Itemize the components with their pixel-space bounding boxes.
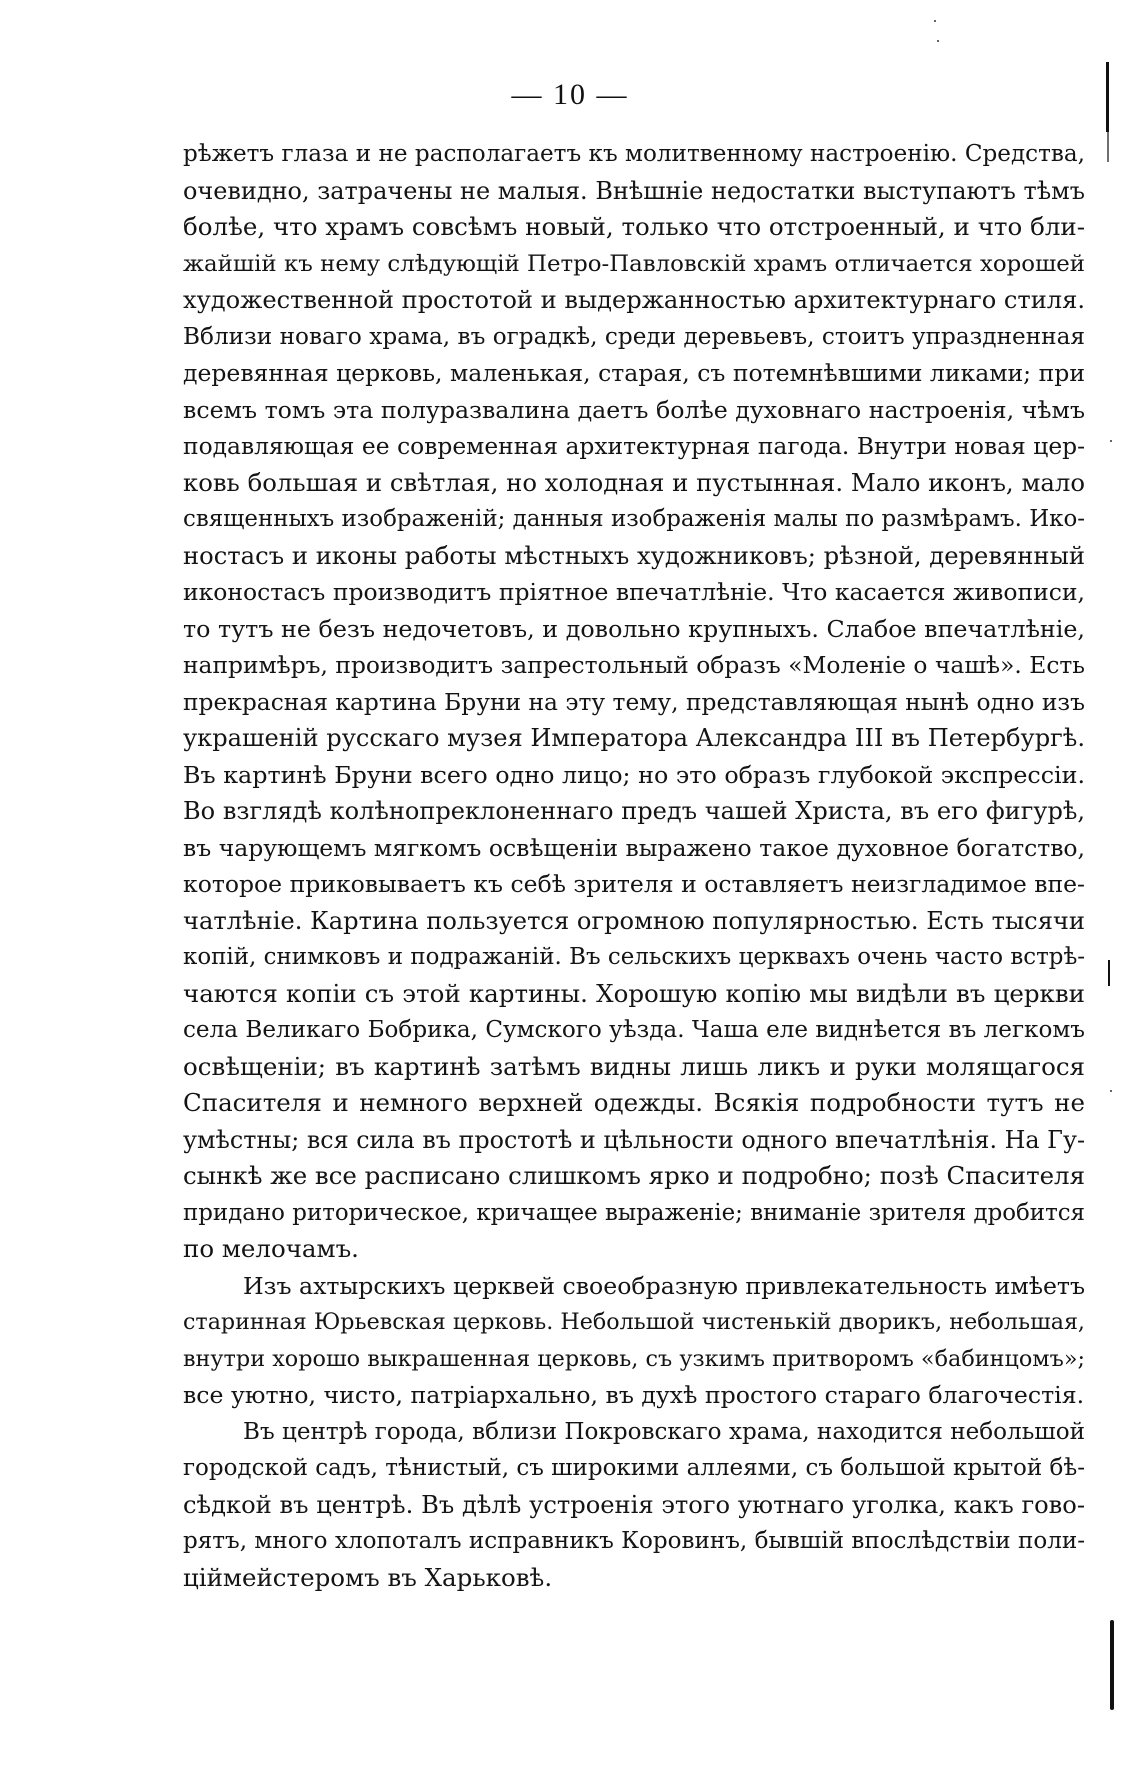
text-line: умѣстны; вся сила въ простотѣ и цѣльности одного впечатлѣнія. На Гу- [183,1125,1085,1154]
text-line: внутри хорошо выкрашенная церковь, съ узкимъ притворомъ «бабинцомъ»; [183,1345,1085,1372]
text-line: жайшій къ нему слѣдующій Петро-Павловскій храмъ отличается хорошей [183,250,1085,277]
text-line: рятъ, много хлопоталъ исправникъ Коровинъ, бывшій впослѣдствіи поли- [183,1528,1085,1554]
text-line: прекрасная картина Бруни на эту тему, представляющая нынѣ одно изъ [183,687,1085,716]
text-line: Изъ ахтырскихъ церквей своеобразную привлекательность имѣетъ [243,1271,1085,1300]
text-line: все уютно, чисто, патріархально, въ духѣ простого стараго благочестія. [183,1381,1085,1409]
paragraph [183,1268,1085,1414]
scan-dust [934,20,936,22]
text-line: чаются копіи съ этой картины. Хорошую копію мы видѣли въ церкви [183,978,1085,1008]
text-line: священныхъ изображеній; данныя изображенія малы по размѣрамъ. Ико- [183,506,1085,532]
text-line: сѣдкой въ центрѣ. Въ дѣлѣ устроенія этого уютнаго уголка, какъ гово- [183,1490,1085,1519]
text-line: иконостасъ производитъ пріятное впечатлѣніе. Что касается живописи, [183,578,1085,606]
scan-edge-mark [1108,960,1110,986]
scan-edge-mark [1106,62,1109,132]
scan-dust [1110,440,1112,442]
text-line: украшеній русскаго музея Императора Александра III въ Петербургѣ. [183,724,1085,752]
text-line: копій, снимковъ и подражаній. Въ сельскихъ церквахъ очень часто встрѣ- [183,944,1085,970]
scan-dust [1110,1090,1112,1092]
scan-edge-mark [1110,1620,1114,1710]
text-line: Во взглядѣ колѣнопреклоненнаго предъ чашей Христа, въ его фигурѣ, [183,797,1085,825]
text-line: художественной простотой и выдержанностью архитектурнаго стиля. [183,286,1085,314]
page-number: — 10 — [511,78,629,111]
text-line: напримѣръ, производитъ запрестольный образъ «Моленіе о чашѣ». Есть [183,651,1085,679]
text-line: освѣщеніи; въ картинѣ затѣмъ видны лишь ликъ и руки молящагося [183,1051,1085,1081]
text-line: Спасителя и немного верхней одежды. Всякія подробности тутъ не [183,1088,1085,1117]
scan-edge-mark [1107,132,1109,162]
text-line: чатлѣніе. Картина пользуется огромною популярностью. Есть тысячи [183,906,1085,935]
text-line: въ чарующемъ мягкомъ освѣщеніи выражено такое духовное богатство, [183,833,1085,862]
text-line: Въ центрѣ города, вблизи Покровскаго храма, находится небольшой [243,1418,1085,1445]
text-line: ціймейстеромъ въ Харьковѣ. [183,1562,553,1592]
paragraph [183,136,1085,1268]
text-line: по мелочамъ. [183,1234,359,1263]
scan-dust [937,40,939,42]
text-line: рѣжетъ глаза и не располагаетъ къ молитвенному настроенію. Средства, [183,141,1085,167]
text-line: ковь большая и свѣтлая, но холодная и пустынная. Мало иконъ, мало [183,467,1085,497]
text-line: старинная Юрьевская церковь. Небольшой чистенькій дворикъ, небольшая, [183,1309,1085,1335]
paragraph [183,1414,1085,1597]
text-line: подавляющая ее современная архитектурная пагода. Внутри новая цер- [183,432,1085,460]
body-text [183,136,1085,1596]
text-line: то тутъ не безъ недочетовъ, и довольно крупныхъ. Слабое впечатлѣніе, [183,614,1085,643]
text-line: всемъ томъ эта полуразвалина даетъ болѣе духовнаго настроенія, чѣмъ [183,395,1085,424]
text-line: Вблизи новаго храма, въ оградкѣ, среди деревьевъ, стоитъ упраздненная [183,323,1085,350]
text-line: очевидно, затрачены не малыя. Внѣшніе недостатки выступаютъ тѣмъ [183,176,1085,205]
text-line: сынкѣ же все расписано слишкомъ ярко и подробно; позѣ Спасителя [183,1161,1085,1190]
text-line: болѣе, что храмъ совсѣмъ новый, только что отстроенный, и что бли- [183,212,1085,241]
text-line: придано риторическое, кричащее выраженіе; вниманіе зрителя дробится [183,1199,1085,1226]
text-line: ностасъ и иконы работы мѣстныхъ художниковъ; рѣзной, деревянный [183,541,1085,570]
text-line: села Великаго Бобрика, Сумского уѣзда. Чаша еле виднѣется въ легкомъ [183,1017,1085,1043]
text-line: городской садъ, тѣнистый, съ широкими аллеями, съ большой крытой бѣ- [183,1455,1085,1481]
text-line: деревянная церковь, маленькая, старая, съ потемнѣвшими ликами; при [183,359,1085,387]
text-line: Въ картинѣ Бруни всего одно лицо; но это образъ глубокой экспрессіи. [183,760,1085,789]
text-line: которое приковываетъ къ себѣ зрителя и оставляетъ неизгладимое впе- [183,870,1085,898]
